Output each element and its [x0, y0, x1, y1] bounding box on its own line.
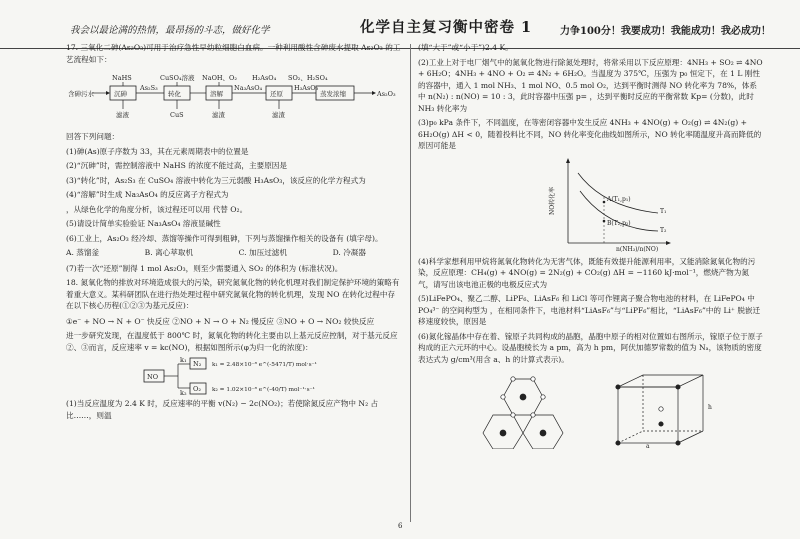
graph-point-b: B(T₂,p₂): [607, 219, 631, 227]
graph-point-a: A(T₁,p₁): [607, 195, 631, 203]
crystal-label-a: a: [646, 443, 650, 449]
flow-intermediate-1: As₂S₃: [140, 84, 158, 92]
branch-eq-1: k₁ = 2.48×10⁻⁸ e^(-5471/T) mol·s⁻¹: [212, 362, 317, 368]
q18-text-2: 进一步研究发现，在温度低于 800℃ 时，氮氧化物的转化主要由以上基元反应控制，对于基元反应②、③而言，反应速率 v = kc(NO)，根据如图所示(φ为归一化的浓度)：: [66, 331, 398, 352]
options-row: [66, 247, 366, 259]
crystal-diagrams: [418, 369, 763, 449]
q18-item-2: (2)工业上对于电厂烟气中的氮氧化物进行除氮处理时，将常采用以下反应原理：4NH₃ + SO₂ ⇌ 4NO + 6H₂O；4NH₃ + 4NO + O₂ ⇌ 4N₂ + 6H₂O。当温度为 375℃，压强为 p₀ 恒定下，在 1 L 刚性的容器中，通入 1 mol NH₃、1 mol NO、0.5 mol O₂，达到平衡时测得 NO 转化率为 78%，体系中 n(N₂) : n(NO) = 10 : 3，此时容器中压强 p= ，达到平衡时反应的平衡常数 Kp= (分数)，此时 NH₃ 转化率为: [418, 57, 763, 113]
flow-reagent-1: NaHS: [112, 74, 132, 82]
flow-waste-3: 滤渣: [272, 111, 285, 119]
graph-svg: [418, 155, 763, 253]
flow-reagent-3: NaOH、O₂: [202, 74, 237, 82]
flow-intermediate-2: CuS: [170, 111, 184, 119]
flow-step-5: 蒸发浓缩: [320, 90, 346, 98]
branch-eq-2: k₂ = 1.02×10⁻⁸ e^(-40/T) mol⁻¹·s⁻¹: [212, 387, 315, 393]
flow-reagent-2: CuSO₄溶液: [160, 74, 195, 82]
graph-xlabel: n(NH₃)/n(NO): [616, 245, 659, 253]
q17-item-5: (5)请设计简单实验验证 Na₃AsO₄ 溶液显碱性: [66, 219, 221, 228]
graph-curve-t1: T₁: [660, 207, 667, 215]
q18-steps: ①e⁻ + NO → N + O⁻ 快反应 ②NO + N → O + N₂ 慢反应 ③NO + O → NO₂ 较快反应: [66, 316, 375, 326]
flow-step-4: 还原: [270, 90, 283, 98]
graph-curve-t2: T₂: [660, 226, 667, 234]
q18-item-3: (3)p₀ kPa 条件下，不同温度，在等密闭容器中发生反应 4NH₃ + 4NO(g) + O₂(g) ⇌ 4N₂(g) + 6H₂O(g) ΔH < 0，随着投料比不同，NO 转化率变化曲线如图所示，NO 转化率随温度升高而降低的原因可能是: [418, 118, 762, 150]
q17-item-3: (3)“转化”时，As₂S₃ 在 CuSO₄ 溶液中转化为三元弱酸 H₃AsO₃，该反应的化学方程式为: [66, 175, 366, 185]
q17-item-1: (1)砷(As)原子序数为 33，其在元素周期表中的位置是: [66, 146, 249, 156]
q18-item-5: (5)LiFePO₄、聚乙二醇、LiPF₆、LiAsF₆ 和 LiCl 等可作锂离子聚合物电池的材料，在 LiFePO₄ 中 PO₄³⁻ 的空间构型为 ，在相同条件下，电池材料“LiAsF₆”与“LiPF₆”相比，“LiAsF₆”中的 Li⁺ 脱嵌迁移速度较快，原因是: [418, 294, 761, 326]
branch-svg: [66, 356, 401, 396]
flow-reagent-4: H₂AsO₄: [252, 74, 277, 82]
q18-item-1: (1)当反应温度为 2.4 K 时，反应速率的平衡 v(N₂) − 2c(NO₂)；若使除氮反应产物中 N₂ 占比……，则温: [66, 399, 379, 420]
left-column: [66, 42, 401, 424]
option-d: D. 冷凝器: [332, 248, 366, 257]
flow-waste-1: 滤液: [116, 111, 129, 119]
flowchart-svg: [66, 69, 401, 127]
conversion-graph: [418, 155, 763, 253]
right-column: [418, 42, 763, 453]
option-a: A. 蒸馏釜: [66, 248, 100, 257]
branch-k1: k₁: [180, 356, 187, 364]
q18-item-6: (6)氮化镓晶体中存在着、镓原子共同构成的晶胞，晶胞中原子的相对位置如右图所示，镓原子位于原子构成的正六元环的中心。设晶胞棱长为 a pm，高为 h pm，阿伏加德罗常数的值为 Nₐ，该物质的密度表达式为 g/cm³(用含 a、h 的计算式表示)。: [418, 331, 763, 364]
branch-diagram: [66, 356, 401, 396]
graph-ylabel: NO转化率: [549, 186, 556, 215]
flow-step-1: 沉砷: [114, 90, 127, 98]
flow-source: 含砷污水: [68, 90, 94, 98]
flow-waste-2: 滤渣: [212, 111, 225, 119]
flow-step-3: 溶解: [210, 90, 223, 98]
flow-step-2: 转化: [168, 90, 181, 98]
branch-top-box: N₂: [193, 360, 202, 368]
flow-reagent-5: SO₂、H₂SO₄: [288, 74, 328, 82]
option-b: B. 离心萃取机: [144, 248, 194, 257]
question-17-intro: 17. 三氧化二砷(As₂O₃)可用于治疗急性早幼粒细胞白血病。一种利用酸性含砷废水提取 As₂O₃ 的工艺流程如下：: [66, 43, 401, 64]
answer-intro: 回答下列问题：: [66, 132, 120, 141]
right-top-line: (填“大于”或“小于”)2.4 K。: [418, 43, 513, 52]
question-18-intro: 18. 氮氧化物的排放对环境造成很大的污染，研究氮氧化物的转化机理对我们制定保护环境的策略有着重大意义。某科研团队在进行热处理过程中研究氮氧化物的转化机理，发现 NO 在转化过程中存在以下核心历程(①②③为基元反应)：: [66, 278, 400, 310]
flow-product: As₂O₃: [377, 90, 396, 98]
page-number: 6: [398, 522, 403, 530]
flow-intermediate-4: H₃AsO₃: [294, 84, 319, 92]
column-divider: [410, 44, 411, 522]
q17-item-7: (7)若一次“还原”制得 1 mol As₂O₃，则至少需要通入 SO₂ 的体积为 (标准状况)。: [66, 263, 343, 273]
branch-k2: k₂: [180, 389, 187, 396]
process-flowchart: [66, 69, 401, 127]
branch-center: NO: [147, 373, 159, 381]
q17-item-4b: ，从绿色化学的角度分析，该过程还可以用 代替 O₂。: [66, 204, 248, 214]
header-slogan: 力争100分！我要成功！我能成功！我必成功！: [560, 26, 771, 37]
q17-item-4: (4)“溶解”时生成 Na₃AsO₄ 的反应离子方程式为: [66, 190, 229, 199]
q17-item-2: (2)“沉砷”时，需控制溶液中 NaHS 的浓度不能过高，主要原因是: [66, 161, 287, 170]
q17-item-6: (6)工业上，As₂O₃ 经冷却、蒸馏等操作可得到粗砷，下列与蒸馏操作相关的设备有 (填字母)。: [66, 233, 383, 243]
header-motto: 我会以最论满的热情，最昂扬的斗志，做好化学: [70, 25, 270, 36]
branch-bottom-box: O₂: [193, 385, 201, 393]
crystal-svg: [418, 369, 763, 449]
page-title: 化学自主复习衡中密卷 1: [360, 19, 533, 36]
flow-intermediate-3: Na₃AsO₄: [234, 84, 263, 92]
option-c: C. 加压过滤机: [238, 248, 287, 257]
crystal-label-h: h: [708, 404, 712, 411]
q18-item-4: (4)科学家想利用甲烷将氮氧化物转化为无害气体，既能有效提升能源利用率，又能消除氮氧化物的污染，反应原理：CH₄(g) + 4NO(g) = 2N₂(g) + CO₂(g) ΔH = −1160 kJ·mol⁻¹，燃烧产物为氮气，请写出该电池正极的电极反应式为: [418, 256, 756, 289]
